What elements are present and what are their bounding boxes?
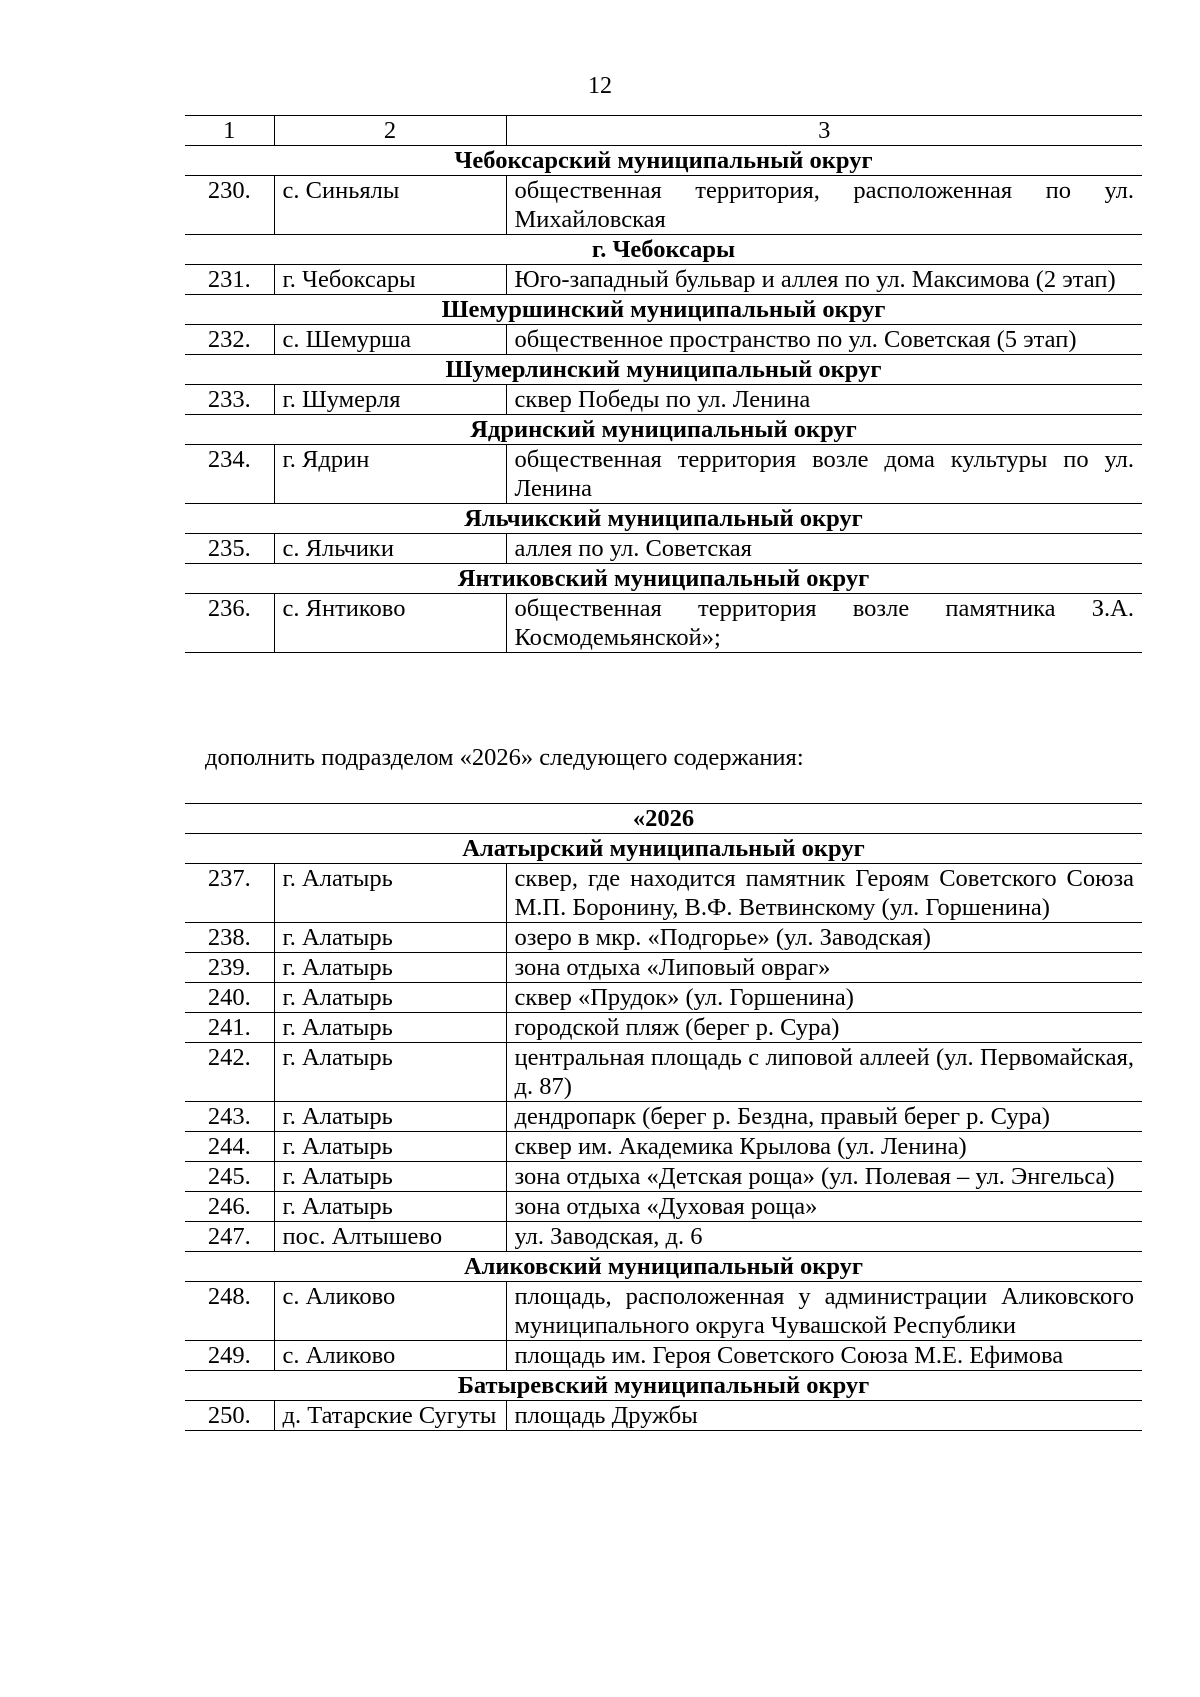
row-territory: общественная территория возле памятника З.А. Космодемьянской»; <box>506 594 1142 653</box>
row-territory: ул. Заводская, д. 6 <box>506 1222 1142 1252</box>
table-row <box>185 1013 1142 1043</box>
row-number: 236. <box>185 594 274 653</box>
table-row <box>185 1341 1142 1371</box>
row-locality: с. Янтиково <box>274 594 506 653</box>
table-row <box>185 1132 1142 1162</box>
district-heading-row <box>185 1252 1142 1282</box>
table-row <box>185 1043 1142 1102</box>
district-heading: Шумерлинский муниципальный округ <box>185 355 1142 385</box>
row-number: 239. <box>185 953 274 983</box>
row-locality: пос. Алтышево <box>274 1222 506 1252</box>
table-row <box>185 1222 1142 1252</box>
row-territory: сквер, где находится памятник Героям Советского Союза М.П. Боронину, В.Ф. Ветвинскому (ул. Горшенина) <box>506 864 1142 923</box>
year-heading-row <box>185 804 1142 834</box>
row-locality: г. Алатырь <box>274 1132 506 1162</box>
row-territory: сквер «Прудок» (ул. Горшенина) <box>506 983 1142 1013</box>
row-number: 250. <box>185 1401 274 1431</box>
row-number: 247. <box>185 1222 274 1252</box>
row-territory: озеро в мкр. «Подгорье» (ул. Заводская) <box>506 923 1142 953</box>
district-heading: Ядринский муниципальный округ <box>185 415 1142 445</box>
row-territory: общественное пространство по ул. Советская (5 этап) <box>506 325 1142 355</box>
row-locality: г. Алатырь <box>274 923 506 953</box>
table-row <box>185 923 1142 953</box>
row-locality: г. Чебоксары <box>274 265 506 295</box>
row-locality: с. Яльчики <box>274 534 506 564</box>
row-locality: г. Алатырь <box>274 953 506 983</box>
row-territory: площадь Дружбы <box>506 1401 1142 1431</box>
row-locality: г. Ядрин <box>274 445 506 504</box>
district-heading-row <box>185 295 1142 325</box>
municipal-objects-table-2026 <box>185 803 1142 1431</box>
table-row <box>185 1102 1142 1132</box>
year-heading: «2026 <box>185 804 1142 834</box>
district-heading-row <box>185 564 1142 594</box>
row-number: 243. <box>185 1102 274 1132</box>
row-territory: Юго-западный бульвар и аллея по ул. Максимова (2 этап) <box>506 265 1142 295</box>
row-locality: с. Шемурша <box>274 325 506 355</box>
table-row <box>185 385 1142 415</box>
row-number: 238. <box>185 923 274 953</box>
row-number: 246. <box>185 1192 274 1222</box>
row-territory: аллея по ул. Советская <box>506 534 1142 564</box>
table-row <box>185 445 1142 504</box>
row-locality: г. Алатырь <box>274 1192 506 1222</box>
row-territory: городской пляж (берег р. Сура) <box>506 1013 1142 1043</box>
district-heading: Аликовский муниципальный округ <box>185 1252 1142 1282</box>
page-number: 12 <box>588 73 612 99</box>
row-locality: с. Аликово <box>274 1282 506 1341</box>
district-heading-row <box>185 504 1142 534</box>
table-row <box>185 1162 1142 1192</box>
table-row <box>185 953 1142 983</box>
row-number: 235. <box>185 534 274 564</box>
district-heading: Алатырский муниципальный округ <box>185 834 1142 864</box>
district-heading-row <box>185 415 1142 445</box>
table-row <box>185 864 1142 923</box>
column-header-territory: 3 <box>506 116 1142 146</box>
municipal-objects-table-top <box>185 115 1142 653</box>
row-territory: зона отдыха «Липовый овраг» <box>506 953 1142 983</box>
row-locality: г. Алатырь <box>274 1162 506 1192</box>
district-heading: Шемуршинский муниципальный округ <box>185 295 1142 325</box>
row-number: 231. <box>185 265 274 295</box>
row-number: 248. <box>185 1282 274 1341</box>
district-heading: Батыревский муниципальный округ <box>185 1371 1142 1401</box>
table-row <box>185 534 1142 564</box>
table-row <box>185 1401 1142 1431</box>
row-number: 232. <box>185 325 274 355</box>
table-row <box>185 265 1142 295</box>
row-territory: общественная территория, расположенная по ул. Михайловская <box>506 176 1142 235</box>
row-territory: общественная территория возле дома культуры по ул. Ленина <box>506 445 1142 504</box>
row-number: 249. <box>185 1341 274 1371</box>
row-territory: дендропарк (берег р. Бездна, правый берег р. Сура) <box>506 1102 1142 1132</box>
row-number: 240. <box>185 983 274 1013</box>
row-locality: с. Синьялы <box>274 176 506 235</box>
row-number: 233. <box>185 385 274 415</box>
row-number: 244. <box>185 1132 274 1162</box>
column-header-locality: 2 <box>274 116 506 146</box>
row-locality: с. Аликово <box>274 1341 506 1371</box>
row-locality: д. Татарские Сугуты <box>274 1401 506 1431</box>
row-territory: площадь им. Героя Советского Союза М.Е. Ефимова <box>506 1341 1142 1371</box>
row-locality: г. Алатырь <box>274 1102 506 1132</box>
table-row <box>185 1192 1142 1222</box>
row-number: 230. <box>185 176 274 235</box>
row-number: 241. <box>185 1013 274 1043</box>
district-heading: г. Чебоксары <box>185 235 1142 265</box>
row-locality: г. Алатырь <box>274 864 506 923</box>
table-row <box>185 176 1142 235</box>
district-heading: Янтиковский муниципальный округ <box>185 564 1142 594</box>
table-row <box>185 1282 1142 1341</box>
district-heading-row <box>185 355 1142 385</box>
row-locality: г. Шумерля <box>274 385 506 415</box>
row-territory: зона отдыха «Детская роща» (ул. Полевая – ул. Энгельса) <box>506 1162 1142 1192</box>
column-header-number: 1 <box>185 116 274 146</box>
district-heading: Яльчикский муниципальный округ <box>185 504 1142 534</box>
row-locality: г. Алатырь <box>274 1043 506 1102</box>
table-header-row <box>185 116 1142 146</box>
district-heading-row <box>185 1371 1142 1401</box>
district-heading-row <box>185 834 1142 864</box>
row-locality: г. Алатырь <box>274 983 506 1013</box>
row-territory: сквер им. Академика Крылова (ул. Ленина) <box>506 1132 1142 1162</box>
district-heading-row <box>185 146 1142 176</box>
row-territory: сквер Победы по ул. Ленина <box>506 385 1142 415</box>
row-number: 245. <box>185 1162 274 1192</box>
district-heading-row <box>185 235 1142 265</box>
row-number: 242. <box>185 1043 274 1102</box>
row-number: 234. <box>185 445 274 504</box>
row-territory: центральная площадь с липовой аллеей (ул. Первомайская, д. 87) <box>506 1043 1142 1102</box>
table-row <box>185 983 1142 1013</box>
row-territory: зона отдыха «Духовая роща» <box>506 1192 1142 1222</box>
row-territory: площадь, расположенная у администрации Аликовского муниципального округа Чувашской Республики <box>506 1282 1142 1341</box>
intro-paragraph: дополнить подразделом «2026» следующего содержания: <box>205 744 804 771</box>
table-row <box>185 325 1142 355</box>
row-locality: г. Алатырь <box>274 1013 506 1043</box>
table-row <box>185 594 1142 653</box>
district-heading: Чебоксарский муниципальный округ <box>185 146 1142 176</box>
row-number: 237. <box>185 864 274 923</box>
